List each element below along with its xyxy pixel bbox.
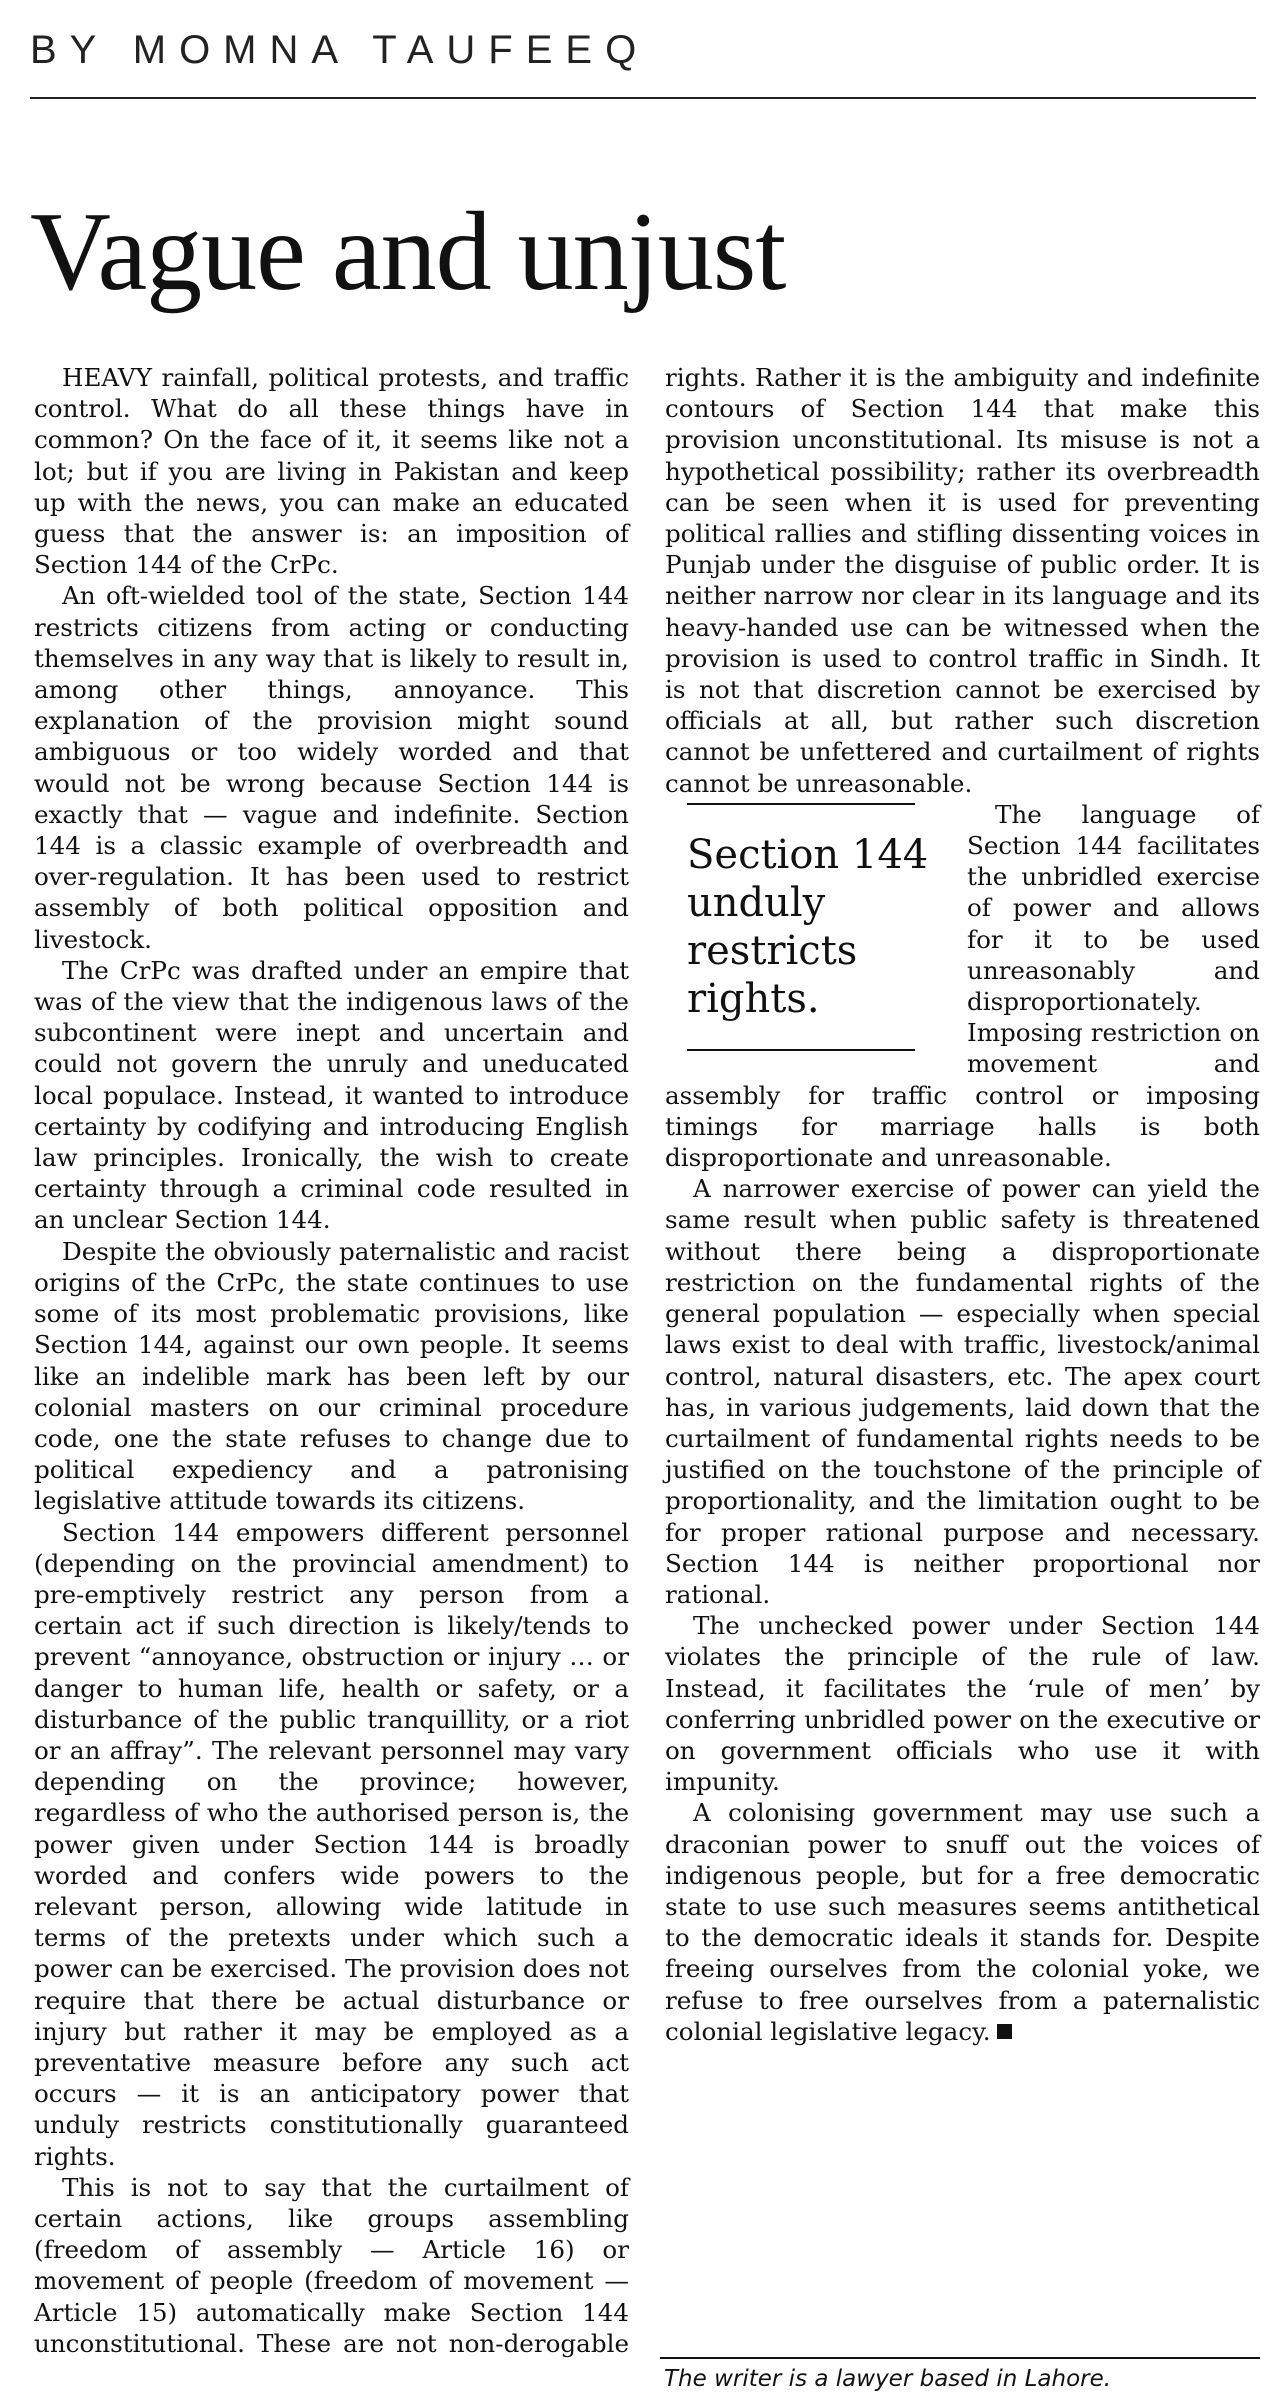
author-credit: The writer is a lawyer based in Lahore. xyxy=(664,2366,1112,2392)
article-paragraph: The language of Section 144 facilitates the unbridled exercise of power and allows for it to be used unreasonably and disproportionately. Imposing restriction on movement and assembly for traffic control or imposing timings for marriage halls is both disproportionate and unreasonable. xyxy=(665,799,1260,1173)
headline: Vague and unjust xyxy=(30,190,786,314)
article-paragraph-last xyxy=(665,1797,1260,2047)
byline: BY MOMNA TAUFEEQ xyxy=(30,28,650,72)
pull-quote-text: Section 144 unduly restricts rights. xyxy=(687,831,929,1022)
top-rule xyxy=(30,97,1256,99)
article-paragraph: The unchecked power under Section 144 violates the principle of the rule of law. Instead, it facilitates the ‘rule of men’ by conferring unbridled power on the executive or on government officials who use it with impunity. xyxy=(665,1611,1260,1797)
article-body xyxy=(34,362,1260,2362)
article-paragraph: A narrower exercise of power can yield the same result when public safety is threatened without there being a disproportionate restriction on the fundamental rights of the general population — especially when special laws exist to deal with traffic, livestock/animal control, natural disasters, etc. The apex court has, in various judgements, laid down that the curtailment of fundamental rights needs to be justified on the touchstone of the principle of proportionality, and the limitation ought to be for proper rational purpose and necessary. Section 144 is neither proportional nor rational. xyxy=(665,1174,1260,1609)
pull-quote xyxy=(665,803,943,1051)
pull-quote-bottom-rule xyxy=(687,1049,915,1051)
article-paragraph-text: A colonising government may use such a draconian power to snuff out the voices of indigenous people, but for a free democratic state to use such measures seems antithetical to the democratic ideals it stands for. Despite freeing ourselves from the colonial yoke, we refuse to free ourselves from a paternalistic colonial legislative legacy. xyxy=(665,1798,1260,2046)
article-paragraph: An oft-wielded tool of the state, Section 144 restricts citizens from acting or conducting themselves in any way that is likely to result in, among other things, annoyance. This explanation of the provision might sound ambiguous or too widely worded and that would not be wrong because Section 144 is exactly that — vague and indefinite. Section 144 is a classic example of overbreadth and over-regulation. It has been used to restrict assembly of both political opposition and livestock. xyxy=(34,581,629,954)
article-paragraph: This is not to say that the curtailment of certain actions, like groups assembling (freedom of assembly — Article 16) or movement of people (freedom of movement — Article 15) automatically make Section 144 unconstitutional. These are not non-derogable rights. Rather it is the ambiguity and indefinite contours of Section 144 that make this provision unconstitutional. Its misuse is not a hypothetical possibility; rather its overbreadth can be seen when it is used for preventing political rallies and stifling dissenting voices in Punjab under the disguise of public order. It is neither narrow nor clear in its language and its heavy-handed use can be witnessed when the provision is used to control traffic in Sindh. It is not that discretion cannot be exercised by officials at all, but rather such discretion cannot be unfettered and curtailment of rights cannot be unreasonable. xyxy=(34,363,1260,2358)
article-paragraph: Despite the obviously paternalistic and racist origins of the CrPc, the state continues to use some of its most problematic provisions, like Section 144, against our own people. It seems like an indelible mark has been left by our colonial masters on our criminal procedure code, one the state refuses to change due to political expediency and a patronising legislative attitude towards its citizens. xyxy=(34,1236,629,1516)
article-paragraph: Section 144 empowers different personnel (depending on the provincial amendment) to pre-emptively restrict any person from a certain act if such direction is likely/tends to prevent “annoyance, obstruction or injury … or danger to human life, health or safety, or a disturbance of the public tranquillity, or a riot or an affray”. The relevant personnel may vary depending on the province; however, regardless of who the authorised person is, the power given under Section 144 is broadly worded and confers wide powers to the relevant person, allowing wide latitude in terms of the pretexts under which such a power can be exercised. The provision does not require that there be actual disturbance or injury but rather it may be employed as a preventative measure before any such act occurs — it is an anticipatory power that unduly restricts constitutionally guaranteed rights. xyxy=(34,1517,629,2171)
article-paragraph: The CrPc was drafted under an empire that was of the view that the indigenous laws of the subcontinent were inept and uncertain and could not govern the unruly and uneducated local populace. Instead, it wanted to introduce certainty by codifying and introducing English law principles. Ironically, the wish to create certainty through a criminal code resulted in an unclear Section 144. xyxy=(34,955,629,1235)
article-paragraph: HEAVY rainfall, political protests, and traffic control. What do all these things have in common? On the face of it, it seems like not a lot; but if you are living in Pakistan and keep up with the news, you can make an educated guess that the answer is: an imposition of Section 144 of the CrPc. xyxy=(34,363,629,580)
end-mark-icon xyxy=(997,2024,1012,2039)
credit-rule xyxy=(660,2357,1260,2359)
